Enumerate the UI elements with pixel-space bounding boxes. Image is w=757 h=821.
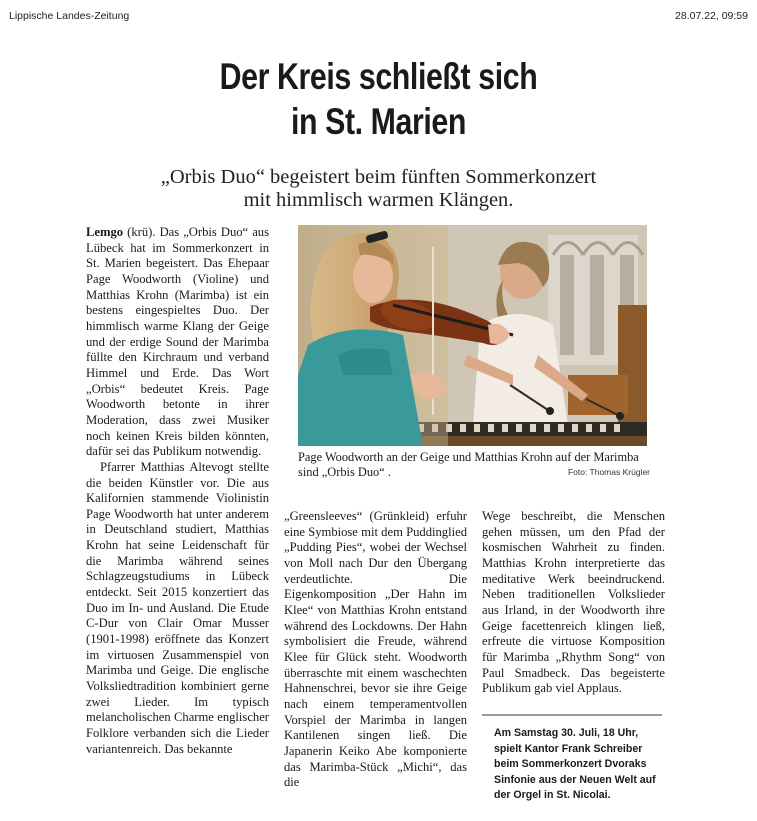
musicians-photo-illustration bbox=[298, 225, 647, 446]
author-tag: (krü). bbox=[123, 225, 160, 239]
photo-credit: Foto: Thomas Krügler bbox=[567, 467, 650, 477]
paragraph bbox=[86, 225, 269, 460]
subheadline-line-2: mit himmlisch warmen Klängen. bbox=[243, 189, 514, 211]
dateline: Lemgo bbox=[86, 225, 124, 239]
newspaper-name: Lippische Landes-Zeitung bbox=[9, 10, 130, 22]
info-box bbox=[482, 714, 662, 806]
headline-line-2: in St. Marien bbox=[290, 101, 467, 142]
photo-caption bbox=[298, 450, 650, 480]
article-column-2 bbox=[284, 509, 467, 791]
caption-text: Page Woodworth an der Geige und Matthias Krohn auf der Marimba sind „Orbis Duo“ . bbox=[298, 450, 639, 479]
paragraph: Wege beschreibt, die Menschen gehen müssen, um den Pfad der kosmischen Wahrheit zu finden. Matthias Krohn interpretierte das meditative Werk beeindruckend. Neben traditionellen Volkslieder aus Irland, in der Woodworth ihre Geige facettenreich klingen ließ, erfreute die virtuose Komposition für Marimba „Rhythm Song“ von Paul Smadbeck. Das begeisterte Publikum gab viel Applaus. bbox=[482, 509, 665, 696]
article-subheadline bbox=[0, 166, 757, 212]
subheadline-line-1: „Orbis Duo“ begeistert beim fünften Sommerkonzert bbox=[160, 166, 597, 188]
paragraph: „Greensleeves“ (Grünkleid) erfuhr eine Symbiose mit dem Puddinglied „Pudding Pies“, wobei der Wechsel von Moll nach Dur den Übergang verdeutlichte. Die Eigenkomposition „Der Hahn im Klee“ von Matthias Krohn entstand während des Lockdowns. Der Hahn symbolisiert die Freude, während Klee für Glück steht. Woodworth überraschte mit einem waschechten Hahnenschrei, bevor sie ihre Geige nach einem temperamentvollen Vorspiel der Marimba in langen Kantilenen singen ließ. Die Japanerin Keiko Abe komponierte das Marimba-Stück „Michi“, das die bbox=[284, 509, 467, 790]
headline-line-1: Der Kreis schließt sich bbox=[219, 56, 538, 97]
article-photo bbox=[298, 225, 647, 446]
page-header bbox=[9, 10, 748, 24]
paragraph-text: Das „Orbis Duo“ aus Lübeck hat im Sommerkonzert in St. Marien begeistert. Das Ehepaar Page Woodworth (Violine) und Matthias Krohn (Marimba) ist ein bestens eingespieltes Duo. Der himmlisch warme Klang der Geige und der erdige Sound der Marimba füllte den Kirchraum und verband Himmel und Erde. Das Wort „Orbis“ bedeutet Kreis. Page Woodworth betonte in ihrer Moderation, dass zwei Musiker noch keinen Kreis bilden könnten, dafür sei das Publikum notwendig. bbox=[86, 225, 270, 459]
article-column-3 bbox=[482, 509, 665, 697]
info-box-text: Am Samstag 30. Juli, 18 Uhr, spielt Kantor Frank Schreiber beim Sommerkonzert Dvoraks Sinfonie aus der Neuen Welt auf der Orgel in St. Nicolai. bbox=[494, 727, 656, 801]
article-headline bbox=[68, 54, 689, 144]
paragraph: Pfarrer Matthias Altevogt stellte die beiden Künstler vor. Die aus Kalifornien stammende Violinistin Page Woodworth hat unter anderem in Deutschland studiert, Matthias Krohn hat seine Leidenschaft für die Marimba während seines Schlagzeugstudiums in Lübeck entdeckt. Seit 2015 konzertiert das Duo im In- und Ausland. Die Etude C-Dur von Clair Omar Musser (1901-1998) eröffnete das Konzert im virtuosen Zusammenspiel von Marimba und Geige. Die englische Volksliedtradition kombiniert gerne zwei Lieder. Im typisch melancholischen Charme englischer Folklore verbanden sich die Lieder variantenreich. Das bekannte bbox=[86, 459, 269, 756]
article-column-1 bbox=[86, 225, 269, 757]
timestamp: 28.07.22, 09:59 bbox=[675, 10, 748, 22]
